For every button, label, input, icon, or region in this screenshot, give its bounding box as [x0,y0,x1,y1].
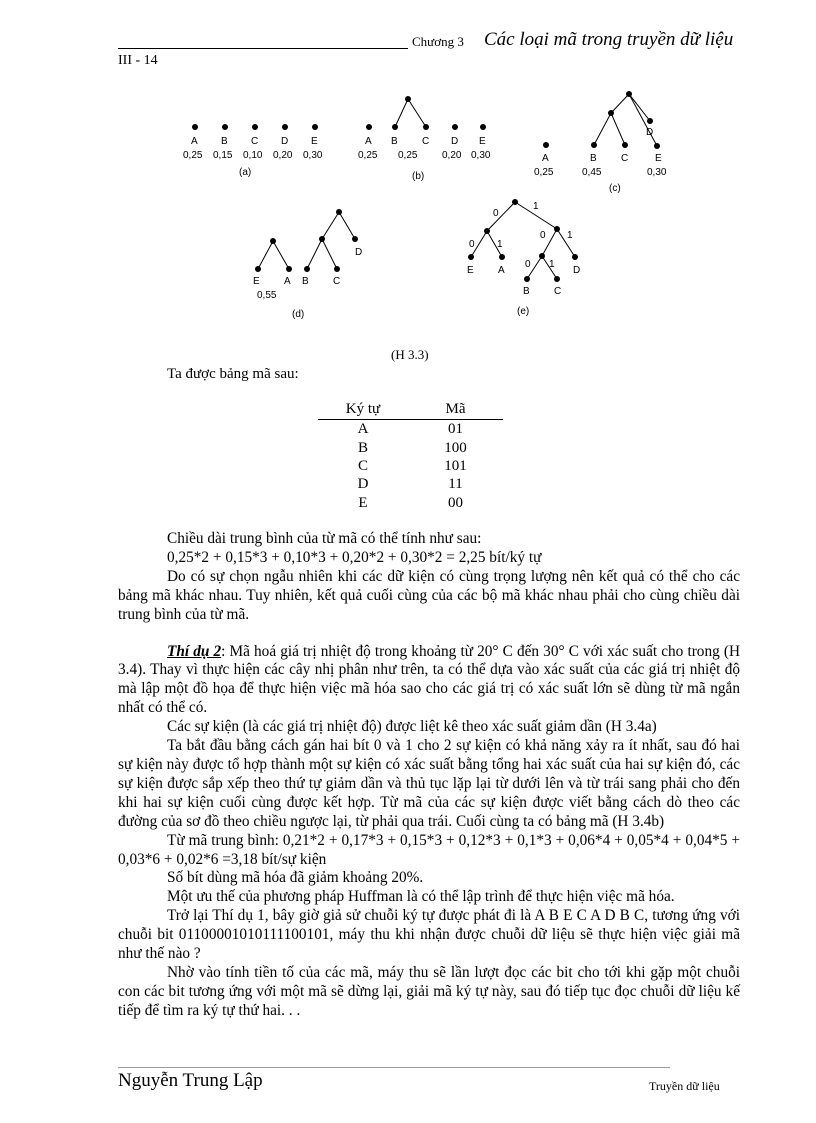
prob-label: 0,25 [534,167,554,178]
paragraph: Các sự kiện (là các giá trị nhiệt độ) được liệt kê theo xác suất giảm dần (H 3.4a) [167,718,657,736]
table-header-row [318,400,503,420]
node-dot [270,238,276,244]
bit-label: 0 [540,230,546,241]
node-dot [255,266,261,272]
table-row [318,438,503,456]
footer-course: Truyền dữ liệu [649,1079,720,1093]
node-dot [622,142,628,148]
prob-label: 0,25 [183,150,203,161]
node-dot [282,124,288,130]
node-dot [252,124,258,130]
node-dot [524,276,530,282]
node-dot [423,124,429,130]
node-dot [452,124,458,130]
node-dot [654,143,660,149]
node-label: D [281,136,289,147]
paragraph: Trở lại Thí dụ 1, bây giờ giả sử chuỗi ký tự được phát đi là A B E C A D B C, tương ứng với chuỗi bit 01100001010111100101, máy thu khi nhận được chuỗi dữ liệu sẽ thực hiện việc giải mã như thế nào ? [118,907,740,963]
node-dot [405,96,411,102]
paragraph: Do có sự chọn ngẫu nhiên khi các dữ kiện có cùng trọng lượng nên kết quả có thể cho các bảng mã khác nhau. Tuy nhiên, kết quả cuối cùng của các bộ mã khác nhau phải cho cùng chiều dài trung bình của từ mã. [118,567,740,623]
node-dot [554,276,560,282]
panel-tag: (b) [412,171,425,182]
prob-label: 0,30 [303,150,323,161]
prob-label: 0,55 [257,290,277,301]
node-label: C [333,276,341,287]
node-dot [319,236,325,242]
body-text [118,530,740,1021]
bit-label: 0 [525,259,531,270]
code-cell: 100 [444,439,467,456]
table-row [318,494,503,512]
paragraph: Số bít dùng mã hóa đã giảm khoảng 20%. [167,869,424,887]
node-label: D [451,136,459,147]
node-label: D [355,247,363,258]
node-label: D [646,127,654,138]
node-label: A [284,276,291,287]
node-dot [591,142,597,148]
node-dot [392,124,398,130]
node-label: E [467,265,474,276]
symbol-cell: A [357,421,369,438]
header-rule [118,48,408,49]
paragraph: Một ưu thế của phương pháp Huffman là có thể lập trình để thực hiện việc mã hóa. [167,888,675,906]
symbol-cell: D [357,476,369,493]
example-label: Thí dụ 2 [167,642,222,660]
panel-tag: (c) [609,183,621,194]
paragraph: Nhờ vào tính tiền tố của các mã, máy thu sẽ lần lượt đọc các bit cho tới khi gặp một chuỗi con các bit tương ứng với một mã sẽ dừng lại, giải mã ký tự này, sau đó tiếp tục đọc chuỗi dữ liệu kế tiếp để tìm ra ký tự thứ hai. . . [118,963,740,1019]
node-label: E [655,153,662,164]
bit-label: 1 [533,201,539,212]
node-dot [312,124,318,130]
node-dot [192,124,198,130]
bit-label: 1 [549,259,555,270]
bit-label: 0 [469,239,475,250]
bit-label: 1 [567,230,573,241]
intro-line: Ta được bảng mã sau: [167,366,299,382]
node-label: B [221,136,228,147]
symbol-cell: C [357,457,368,474]
table-row [318,420,503,439]
node-dot [484,228,490,234]
prob-label: 0,30 [647,167,667,178]
node-dot [468,254,474,260]
node-dot [626,91,632,97]
chapter-label: Chương 3 [412,34,464,49]
node-dot [352,236,358,242]
node-dot [554,226,560,232]
node-label: E [479,136,486,147]
paragraph: Chiều dài trung bình của từ mã có thể tính như sau: [167,530,482,547]
bit-label: 0 [493,208,499,219]
symbol-cell: B [357,439,368,456]
prob-label: 0,15 [213,150,233,161]
figure-caption: (H 3.3) [391,347,429,362]
prob-label: 0,10 [243,150,263,161]
node-label: C [621,153,629,164]
node-dot [572,254,578,260]
node-dot [334,266,340,272]
prob-label: 0,30 [471,150,491,161]
node-dot [499,254,505,260]
table-row [318,475,503,493]
node-dot [539,253,545,259]
huffman-tree-diagram [177,81,679,329]
panel-tag: (d) [292,309,305,320]
node-label: A [191,136,198,147]
formula-paragraph: Từ mã trung bình: 0,21*2 + 0,17*3 + 0,15*3 + 0,12*3 + 0,1*3 + 0,06*4 + 0,05*4 + 0,04*5 + 0,03*6 + 0,02*6 =3,18 bít/sự kiện [118,831,740,868]
node-label: A [365,136,372,147]
example-paragraph [118,643,740,719]
node-label: B [391,136,398,147]
code-cell: 00 [448,494,463,511]
node-label: C [422,136,430,147]
node-dot [647,118,653,124]
node-label: B [302,276,309,287]
code-table [318,400,503,512]
bit-label: 1 [497,239,503,250]
node-dot [543,142,549,148]
code-cell: 101 [444,457,467,474]
node-dot [512,199,518,205]
node-label: E [311,136,318,147]
node-label: B [590,153,597,164]
node-label: C [251,136,259,147]
node-dot [366,124,372,130]
header-code: Mã [408,400,503,420]
page-number: III - 14 [118,53,158,68]
paragraph: Ta bắt đầu bằng cách gán hai bít 0 và 1 cho 2 sự kiện có khả năng xảy ra ít nhất, sau đó hai sự kiện này được tổ hợp thành một sự kiện có xác suất bằng tổng hai xác suất của hai sự kiện đó, các sự kiện được sắp xếp theo thứ tự giảm dần và thủ tục lặp lại từ dưới lên và từ trái sang phải cho đến khi hai sự kiện cuối cùng được kết hợp. Từ mã của các sự kiện được viết bằng cách dò theo các đường của sơ đồ theo chiều ngược lại, từ phải qua trái. Cuối cùng ta có bảng mã (H 3.4b) [118,737,740,830]
chapter-title: Các loại mã trong truyền dữ liệu [484,29,734,50]
node-dot [222,124,228,130]
code-cell: 11 [448,476,463,493]
panel-tag: (a) [239,167,252,178]
formula-line: 0,25*2 + 0,15*3 + 0,10*3 + 0,20*2 + 0,30*2 = 2,25 bít/ký tự [167,548,542,566]
node-label: B [523,286,530,297]
node-label: D [573,265,581,276]
footer-rule [118,1067,670,1068]
node-dot [608,110,614,116]
header-symbol: Ký tự [318,400,408,420]
node-dot [480,124,486,130]
prob-label: 0,20 [442,150,462,161]
prob-label: 0,20 [273,150,293,161]
table-row [318,457,503,475]
panel-tag: (e) [517,306,530,317]
node-label: A [542,153,549,164]
node-label: A [498,265,505,276]
footer-author: Nguyễn Trung Lập [118,1070,263,1091]
node-dot [336,209,342,215]
node-label: C [554,286,562,297]
node-label: E [253,276,260,287]
node-dot [304,266,310,272]
node-dot [286,266,292,272]
huffman-tree-figure [177,81,679,329]
prob-label: 0,45 [582,167,602,178]
example-text: : Mã hoá giá trị nhiệt độ trong khoảng từ 20° C đến 30° C với xác suất cho trong (H 3.4). Thay vì thực hiện các cây nhị phân như trên, ta có thể dựa vào xác suất của các giá trị nhiệt độ mà lập một đồ họa để thực hiện việc mã hóa sao cho các giá trị có xác suất lớn sẽ dùng từ mã ngắn nhất có thể có. [118,642,740,717]
prob-label: 0,25 [398,150,418,161]
symbol-cell: E [358,494,368,511]
prob-label: 0,25 [358,150,378,161]
code-cell: 01 [448,421,463,438]
